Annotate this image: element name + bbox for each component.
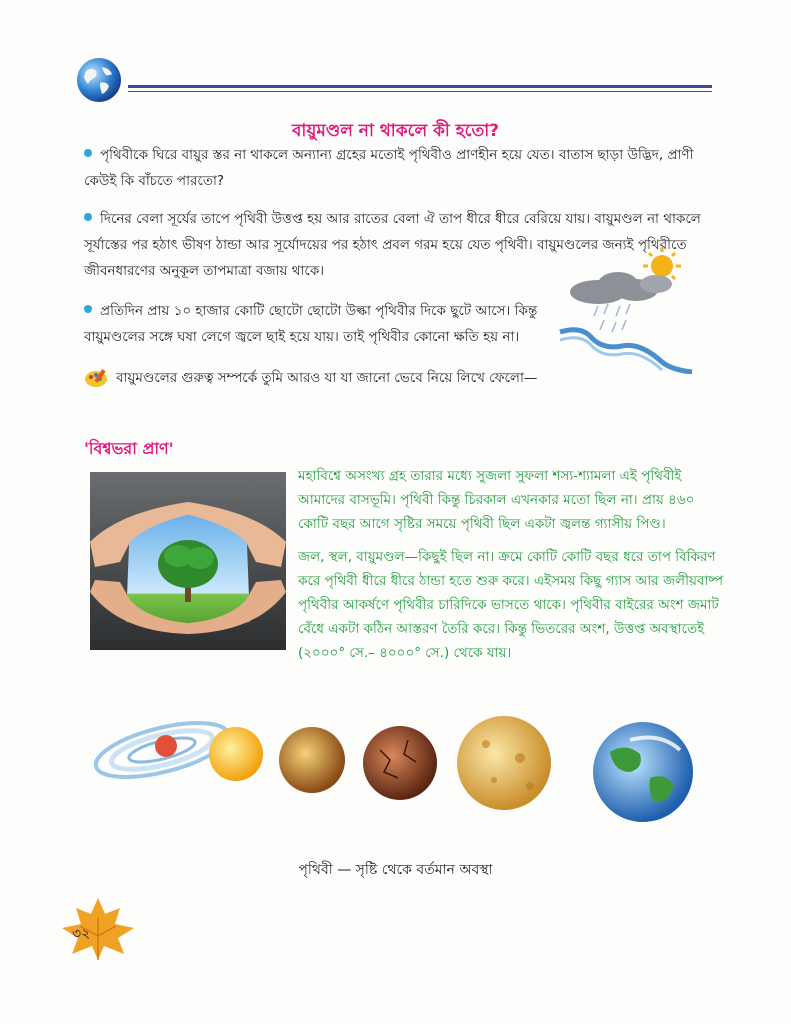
figure-caption: পৃথিবী — সৃষ্টি থেকে বর্তমান অবস্থা <box>298 862 493 878</box>
hands-tree-photo <box>90 472 286 650</box>
bullet-icon <box>84 305 92 313</box>
rain-icon <box>594 304 630 332</box>
formation-paragraph-2: জল, স্থল, বায়ুমণ্ডল—কিছুই ছিল না। ক্রমে কোটি কোটি বছর ধরে তাপ বিকিরণ করে পৃথিবী ধীরে ধীরে ঠান্ডা হতে শুরু করে। এইসময় কিছু গ্যাস আর জলীয়বাষ্প পৃথিবীর আকর্ষণে পৃথিবীর চারিদিকে ভাসতে থাকে। পৃথিবীর বাইরের অংশ জমাট বেঁধে একটা কঠিন আস্তরণ তৈরি করে। কিন্তু ভিতরের অংশ, উত্তপ্ত অবস্থাতেই (২০০০° সে.– ৪০০০° সে.) থেকে যায়। <box>298 549 724 661</box>
header-rule-thin <box>128 91 712 92</box>
molten-sphere-stage <box>209 727 263 781</box>
crust-sphere-stage <box>363 726 437 800</box>
bullet-icon <box>84 149 92 157</box>
paragraph-meteors <box>84 298 564 350</box>
page-number: ৩২ <box>72 926 91 942</box>
earth-evolution-illustration <box>90 700 710 830</box>
paragraph-text: প্রতিদিন প্রায় ১০ হাজার কোটি ছোটো ছোটো উল্কা পৃথিবীর দিকে ছুটে আসে। কিন্তু বায়ুমণ্ডলের সঙ্গে ঘষা লেগে জ্বলে ছাই হয়ে যায়। তাই পৃথিবীর কোনো ক্ষতি হয় না। <box>84 303 538 345</box>
bullet-icon <box>84 213 92 221</box>
weather-illustration <box>558 244 698 374</box>
formation-paragraph-1: মহাবিশ্বে অসংখ্য গ্রহ তারার মধ্যে সুজলা সুফলা শস্য-শ্যামলা এই পৃথিবীই আমাদের বাসভূমি। পৃথিবী কিন্তু চিরকাল এখনকার মতো ছিল না। প্রায় ৪৬০ কোটি বছর আগে সৃষ্টির সময়ে পৃথিবী ছিল একটা জ্বলন্ত গ্যাসীয় পিণ্ড। <box>298 468 695 532</box>
maple-leaf-icon <box>58 896 138 962</box>
header-rule <box>128 85 712 88</box>
activity-prompt <box>84 366 684 390</box>
cooling-sphere-stage <box>279 727 345 793</box>
cloud-icon <box>570 272 672 304</box>
paragraph-text: পৃথিবীকে ঘিরে বায়ুর স্তর না থাকলে অন্যান্য গ্রহের মতোই পৃথিবীও প্রাণহীন হয়ে যেত। বাতাস ছাড়া উদ্ভিদ, প্রাণী কেউই কি বাঁচতে পারতো? <box>84 147 694 189</box>
globe-icon <box>76 57 122 103</box>
hardened-sphere-stage <box>457 716 551 810</box>
activity-text: বায়ুমণ্ডলের গুরুত্ব সম্পর্কে তুমি আরও যা যা জানো ভেবে নিয়ে লিখে ফেলো— <box>116 370 538 386</box>
paragraph-no-atmosphere-life <box>84 142 724 194</box>
palette-pencil-icon <box>84 368 110 388</box>
section-title: বায়ুমণ্ডল না থাকলে কী হতো? <box>291 121 500 141</box>
section-heading: 'বিশ্বভরা প্রাণ' <box>84 439 174 458</box>
paragraph-text: দিনের বেলা সূর্যের তাপে পৃথিবী উত্তপ্ত হয় আর রাতের বেলা ঐ তাপ ধীরে ধীরে বেরিয়ে যায়। বায়ুমণ্ডল না থাকলে সূর্যাস্তের পর হঠাৎ ভীষণ ঠান্ডা আর সূর্যোদয়ের পর হঠাৎ প্রবল গরম হয়ে যেত পৃথিবী। বায়ুমণ্ডলের জন্যই পৃথিবীতে জীবনধারণের অনুকূল তাপমাত্রা বজায় থাকে। <box>84 211 701 279</box>
